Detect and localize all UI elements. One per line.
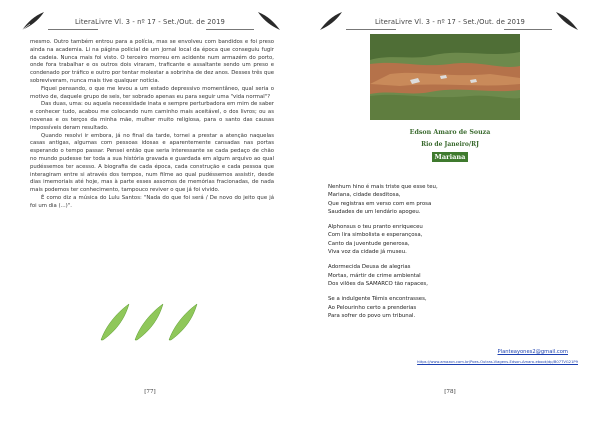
poem-line: Se a indulgente Têmis encontrasses, [328, 296, 427, 303]
poem-stanza [328, 223, 578, 256]
amazon-book-link[interactable]: https://www.amazon.com.br/Poes-Outras-Viagens-Edson-Amaro-ebook/dp/B07TVG21P9 [417, 360, 578, 364]
poem-line: Canto da juventude generosa, [328, 240, 410, 247]
header-rule [48, 29, 98, 30]
page-header [0, 6, 300, 30]
poem-line: Mortas, mártir de crime ambiental [328, 272, 421, 279]
poem-line: Adormecida Deusa de alegrias [328, 264, 411, 271]
poem-stanza [328, 295, 578, 320]
author-email-link[interactable]: Planteayones2@gmail.com [497, 349, 568, 355]
poem-line: Para sofrer do povo um tribunal. [328, 312, 416, 319]
leaf-ornament-icon [95, 300, 205, 342]
page-number: [77] [144, 389, 156, 395]
author-location: Rio de Janeiro/RJ [421, 141, 479, 148]
poem-line: Alphonsus o teu pranto enriqueceu [328, 224, 423, 231]
poem-stanza [328, 183, 578, 216]
paragraph: mesmo. Outro também entrou para a polícia, mas se envolveu com bandidos e foi preso ainda na academia. Li na página policial de um jornal local da época que conseguiu fugir da cadeia. Nunca mais foi visto. O terceiro morreu em acidente num armazém do porto, onde fora trabalhar e os outros dois viraram, traficante e assaltante sendo um preso e condenado por tráfico e outro por tentar molestar a sobrinha de dez anos. Desses três que sobreviveram, nunca mais tive qualquer notícia. [30, 39, 274, 84]
poem-title: Mariana [432, 152, 468, 162]
poem-line: Saudades de um lendário apogeu. [328, 208, 421, 215]
page-number: [78] [444, 389, 456, 395]
page-header-title: LiteraLivre Vl. 3 - nº 17 - Set./Out. de 2019 [375, 18, 525, 26]
story-text [30, 39, 274, 211]
quill-icon [554, 10, 580, 32]
right-page [300, 0, 600, 424]
quill-icon [256, 10, 282, 32]
poem-line: Nenhum hino é mais triste que esse teu, [328, 184, 438, 190]
poem-line: Ao Pelourinho certo a prenderias [328, 304, 417, 311]
author-name: Edson Amaro de Souza [409, 129, 491, 136]
header-rule [346, 29, 396, 30]
poem-line: Dos vilões da SAMARCO tão rapaces, [328, 280, 428, 287]
paragraph: Fiquei pensando, o que me levou a um estado depressivo momentâneo, qual seria o motivo de, daquele grupo de seis, ter sobrado apenas eu para seguir uma "vida normal"? [30, 85, 274, 100]
poem-line: Mariana, cidade desditosa, [328, 192, 401, 199]
header-rule [206, 29, 254, 30]
header-rule [504, 29, 552, 30]
paragraph: Das duas, uma: ou aquela necessidade inata e sempre perturbadora em mim de saber e conhecer tudo, acabou me colocando num caminho mais aceitável, o dos livros; ou as novenas e os terços da minha mãe, mulher muito religiosa, para o santo das causas impossíveis deram resultado. [30, 101, 274, 131]
page-header-title: LiteraLivre Vl. 3 - nº 17 - Set./Out. de 2019 [75, 18, 225, 26]
poem-line: Que registras em verso com em prosa [328, 200, 432, 207]
poem-line: Com lira simbolista e esperançosa, [328, 232, 423, 239]
poem-line: Viva voz da cidade já museu. [328, 249, 407, 256]
poem-body [328, 183, 578, 327]
paragraph: É como diz a música do Lulu Santos: "Nada do que foi será / De novo do jeito que já foi um dia (...)". [30, 194, 274, 209]
paragraph: Quando resolvi ir embora, já no final da tarde, tornei a prestar a atenção naquelas casas antigas, algumas com pessoas idosas e aparentemente cansadas nas portas esperando o tempo passar. Pensei então que seria interessante se cada pedaço de chão no mundo pudesse ter toda a sua história gravada e guardada em algum arquivo ao qual pudéssemos ter acesso. A biografia de cada época, cada construção e cada pessoa que interagiram entre si através dos tempos, num filme ao qual pudéssemos assistir, desde dias imemoriais até hoje, mas à parte esses assomos de memórias fracionadas, de nada mais podemos ter conhecimento, tampouco reviver o que já foi vivido. [30, 132, 274, 194]
poem-stanza [328, 263, 578, 288]
mudslide-photo [370, 34, 520, 120]
page-header [300, 6, 600, 30]
